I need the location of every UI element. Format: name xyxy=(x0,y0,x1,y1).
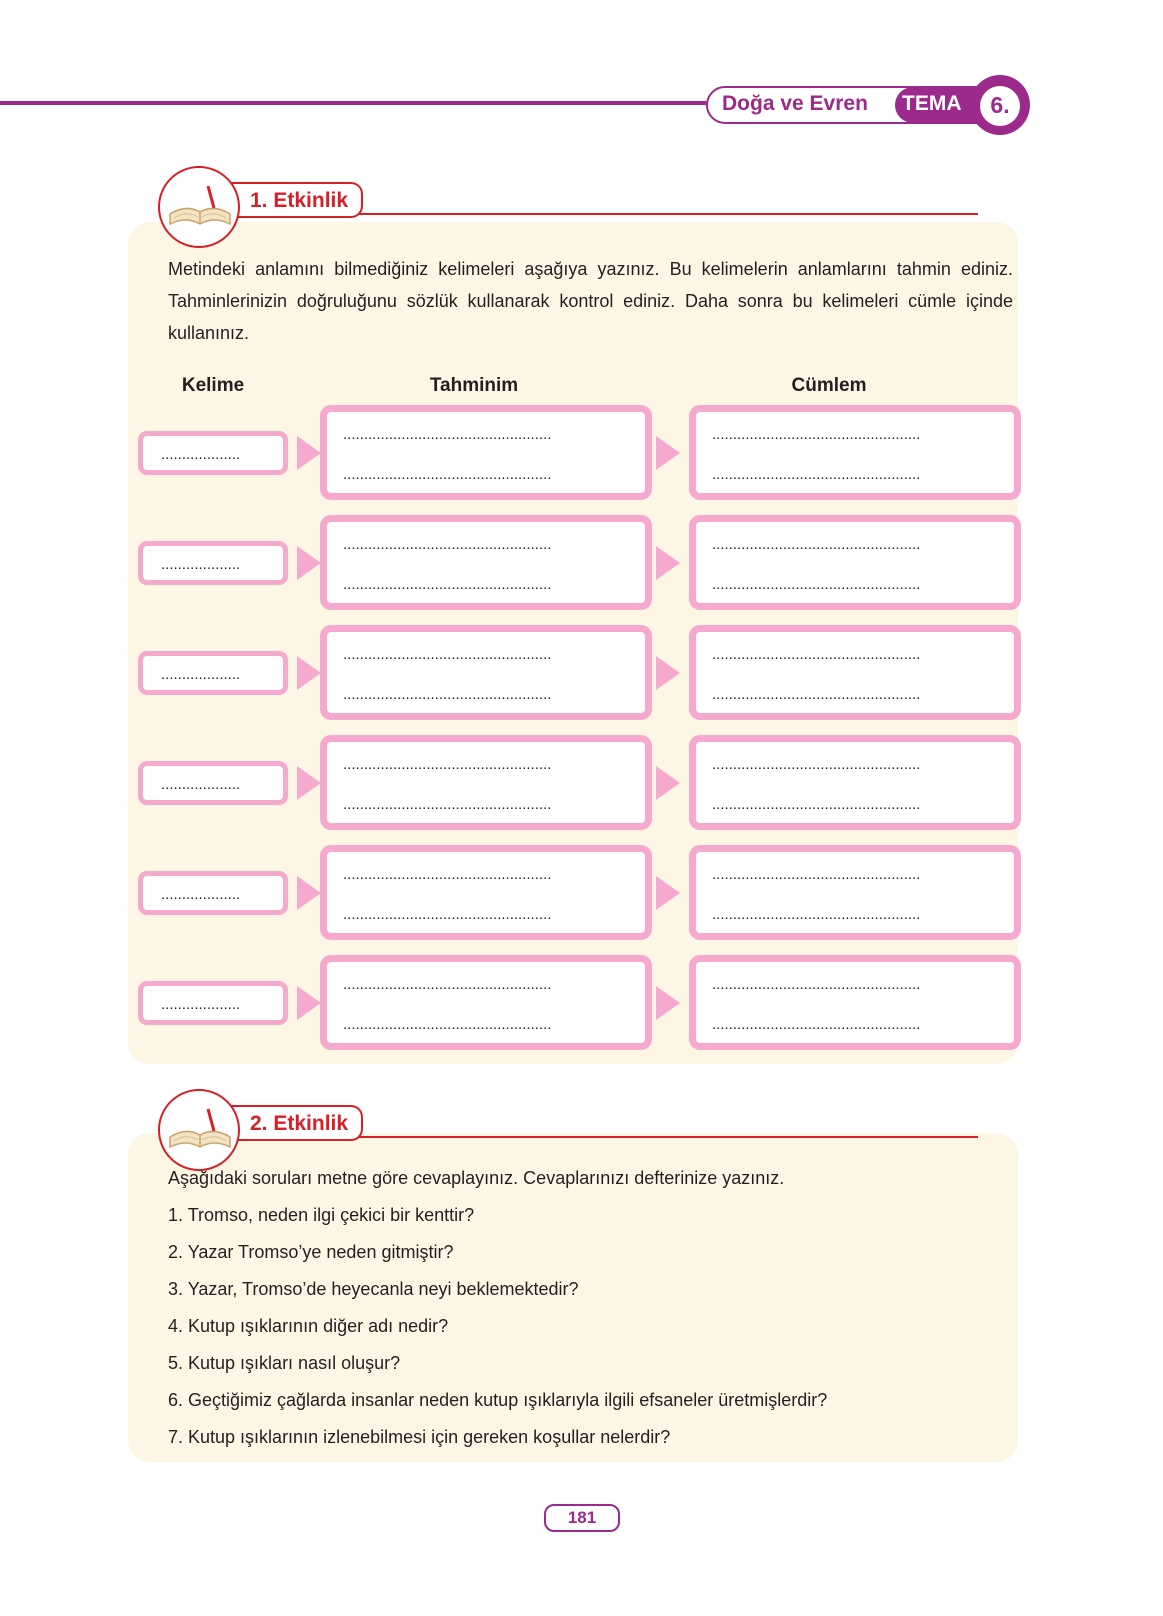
line-placeholder: .................................................. xyxy=(712,686,921,703)
word-placeholder: ................... xyxy=(161,776,241,793)
line-placeholder: .................................................. xyxy=(343,866,552,883)
guess-input-box[interactable] xyxy=(320,625,652,720)
arrow-right-icon xyxy=(656,986,680,1020)
line-placeholder: .................................................. xyxy=(343,1016,552,1033)
question-1: 1. Tromso, neden ilgi çekici bir kenttir? xyxy=(168,1205,475,1225)
line-placeholder: .................................................. xyxy=(343,796,552,813)
arrow-right-icon xyxy=(297,436,321,470)
line-placeholder: .................................................. xyxy=(712,466,921,483)
word-input-box[interactable] xyxy=(138,981,288,1025)
activity2-title: 2. Etkinlik xyxy=(250,1112,349,1135)
sentence-input-box[interactable] xyxy=(689,515,1021,610)
line-placeholder: .................................................. xyxy=(712,576,921,593)
question-4: 4. Kutup ışıklarının diğer adı nedir? xyxy=(168,1316,449,1336)
line-placeholder: .................................................. xyxy=(343,466,552,483)
guess-input-box[interactable] xyxy=(320,515,652,610)
line-placeholder: .................................................. xyxy=(343,976,552,993)
line-placeholder: .................................................. xyxy=(343,426,552,443)
line-placeholder: .................................................. xyxy=(343,536,552,553)
tema-number: 6. xyxy=(990,92,1010,118)
word-input-box[interactable] xyxy=(138,871,288,915)
activity1-title: 1. Etkinlik xyxy=(250,189,349,212)
line-placeholder: .................................................. xyxy=(712,536,921,553)
sentence-input-box[interactable] xyxy=(689,845,1021,940)
guess-input-box[interactable] xyxy=(320,955,652,1050)
column-header-tahminim: Tahminim xyxy=(429,375,519,396)
arrow-right-icon xyxy=(656,546,680,580)
question-3: 3. Yazar, Tromso’de heyecanla neyi beklemektedir? xyxy=(168,1279,579,1299)
line-placeholder: .................................................. xyxy=(712,646,921,663)
line-placeholder: .................................................. xyxy=(343,906,552,923)
guess-input-box[interactable] xyxy=(320,405,652,500)
sentence-input-box[interactable] xyxy=(689,625,1021,720)
word-input-box[interactable] xyxy=(138,651,288,695)
arrow-right-icon xyxy=(656,656,680,690)
theme-title: Doğa ve Evren xyxy=(722,92,868,115)
column-header-cumlem: Cümlem xyxy=(791,375,867,396)
guess-input-box[interactable] xyxy=(320,735,652,830)
activity1-instruction: Metindeki anlamını bilmediğiniz kelimeleri aşağıya yazınız. Bu kelimelerin anlamlarını tahmin ediniz. Tahminlerinizin doğruluğunu sözlük kullanarak kontrol ediniz. Daha sonra bu kelimeleri cümle içinde kullanınız. xyxy=(168,259,1013,343)
arrow-right-icon xyxy=(297,656,321,690)
activity2-intro: Aşağıdaki soruları metne göre cevaplayınız. Cevaplarınızı defterinize yazınız. xyxy=(168,1168,785,1188)
word-placeholder: ................... xyxy=(161,886,241,903)
line-placeholder: .................................................. xyxy=(712,866,921,883)
line-placeholder: .................................................. xyxy=(712,906,921,923)
activity2-book-icon xyxy=(158,1089,240,1171)
arrow-right-icon xyxy=(297,766,321,800)
question-2: 2. Yazar Tromso’ye neden gitmiştir? xyxy=(168,1242,454,1262)
guess-input-box[interactable] xyxy=(320,845,652,940)
sentence-input-box[interactable] xyxy=(689,405,1021,500)
word-input-box[interactable] xyxy=(138,541,288,585)
sentence-input-box[interactable] xyxy=(689,735,1021,830)
arrow-right-icon xyxy=(656,876,680,910)
arrow-right-icon xyxy=(656,766,680,800)
question-6: 6. Geçtiğimiz çağlarda insanlar neden kutup ışıklarıyla ilgili efsaneler üretmişlerdir? xyxy=(168,1390,828,1410)
line-placeholder: .................................................. xyxy=(343,646,552,663)
page-number: 181 xyxy=(544,1504,620,1532)
question-7: 7. Kutup ışıklarının izlenebilmesi için gereken koşullar nelerdir? xyxy=(168,1427,671,1447)
sentence-input-box[interactable] xyxy=(689,955,1021,1050)
arrow-right-icon xyxy=(297,986,321,1020)
arrow-right-icon xyxy=(656,436,680,470)
line-placeholder: .................................................. xyxy=(712,756,921,773)
word-placeholder: ................... xyxy=(161,446,241,463)
activity1-book-icon xyxy=(158,166,240,248)
line-placeholder: .................................................. xyxy=(343,576,552,593)
word-placeholder: ................... xyxy=(161,996,241,1013)
line-placeholder: .................................................. xyxy=(712,426,921,443)
word-input-box[interactable] xyxy=(138,761,288,805)
line-placeholder: .................................................. xyxy=(343,686,552,703)
word-placeholder: ................... xyxy=(161,666,241,683)
word-placeholder: ................... xyxy=(161,556,241,573)
line-placeholder: .................................................. xyxy=(712,796,921,813)
arrow-right-icon xyxy=(297,546,321,580)
question-5: 5. Kutup ışıkları nasıl oluşur? xyxy=(168,1353,401,1373)
header-rule xyxy=(0,101,710,105)
tema-label: TEMA xyxy=(902,92,962,115)
line-placeholder: .................................................. xyxy=(712,976,921,993)
word-input-box[interactable] xyxy=(138,431,288,475)
arrow-right-icon xyxy=(297,876,321,910)
line-placeholder: .................................................. xyxy=(712,1016,921,1033)
column-header-kelime: Kelime xyxy=(181,375,245,396)
line-placeholder: .................................................. xyxy=(343,756,552,773)
